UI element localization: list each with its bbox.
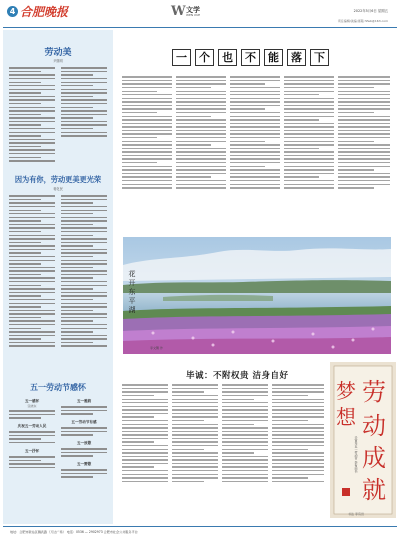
feature-item-title: 五一劳动节有感 [71,420,97,424]
article2-column [222,382,268,522]
section-letter: W [171,4,186,19]
feature-item-text [9,429,55,447]
calligraphy-artwork [330,362,396,518]
calligraphy-image [330,362,396,518]
seal-stamp [342,488,350,496]
article1-column [284,74,334,232]
calligraphy-char: 劳 [362,378,386,406]
article2-column [272,382,324,522]
poem1-author: 尹继明 [53,59,63,63]
title-char: 个 [195,49,214,66]
feature-item-text [61,404,107,418]
feature-item-text [61,446,107,460]
feature-title: 五一劳动节感怀 [30,383,86,392]
feature-item-title: 五一抒怀 [24,449,40,453]
newspaper-logo: 合肥晚报 [20,5,69,19]
page-number: 4 [7,6,18,17]
issue-date: 2022年5月6日 星期五 [353,9,388,13]
article2-column [172,382,218,522]
poem2-text-left [9,193,55,383]
feature-left-items [9,396,55,521]
main-article-title [172,46,384,64]
article1-column [230,74,280,232]
section-subtitle: WEN XUE [186,13,201,17]
poem2-title: 因为有你，劳动更美更光荣 [14,175,102,184]
calligraphy-char: 动 [362,412,386,440]
painting-image [123,237,391,354]
feature-item-title: 五一感怀 [24,399,40,403]
feature-item-title: 五一赞歌 [76,462,92,466]
feature-item-title: 五一雅韵 [76,399,92,403]
article1-column [338,74,390,232]
feature-item-text [9,408,55,422]
title-char: 不 [241,49,260,66]
poem1-text-left [9,65,55,185]
title-char: 能 [264,49,283,66]
article1-column [176,74,226,232]
footer-info: 地址：合肥市新站区魏武路（万达广场） 电话：0536 — 2902973 合肥市社会公共服务平台 [10,530,138,534]
title-char: 落 [287,49,306,66]
calligraphy-char: 成 [362,444,386,472]
bottom-rule [3,526,397,527]
painting-title: 花开东平湖 [128,270,136,315]
calligraphy-char: 就 [362,476,386,504]
feature-item-author: 张晓东 [27,404,37,408]
feature-item-title: 五一放歌 [76,441,92,445]
poem1-text-right [61,65,107,165]
article2-title: 毕诚：不附权贵 洁身自好 [186,371,289,381]
poem1-title: 劳动美 [44,48,72,58]
calligraphy-char: 想 [336,405,356,429]
calligraphy-inscription: 壬寅年五一劳动节 李有田书 [354,436,358,473]
section-title: 文学 [186,6,200,14]
editor-line: 责任编辑/美编 邮箱 hfwb@163.com [337,19,388,23]
article2-column [122,382,168,522]
title-char: 一 [172,49,191,66]
calligraphy-caption: 书法 李有田 [348,512,364,516]
feature-item-text [9,454,55,472]
poem2-author: 蒋化民 [53,187,63,191]
title-char: 下 [310,49,329,66]
left-poetry-column [3,30,113,524]
article1-column [122,74,172,232]
painting-author: 李文馨 作 [150,346,163,350]
poem2-text-right [61,193,107,383]
feature-item-title: 庆祝五一劳动人民 [17,424,47,428]
feature-item-text [61,467,107,481]
feature-item-text [61,425,107,439]
landscape-painting [123,237,391,354]
top-rule [3,27,397,28]
title-char: 也 [218,49,237,66]
feature-right-items [61,396,107,521]
calligraphy-char: 梦 [336,379,356,403]
